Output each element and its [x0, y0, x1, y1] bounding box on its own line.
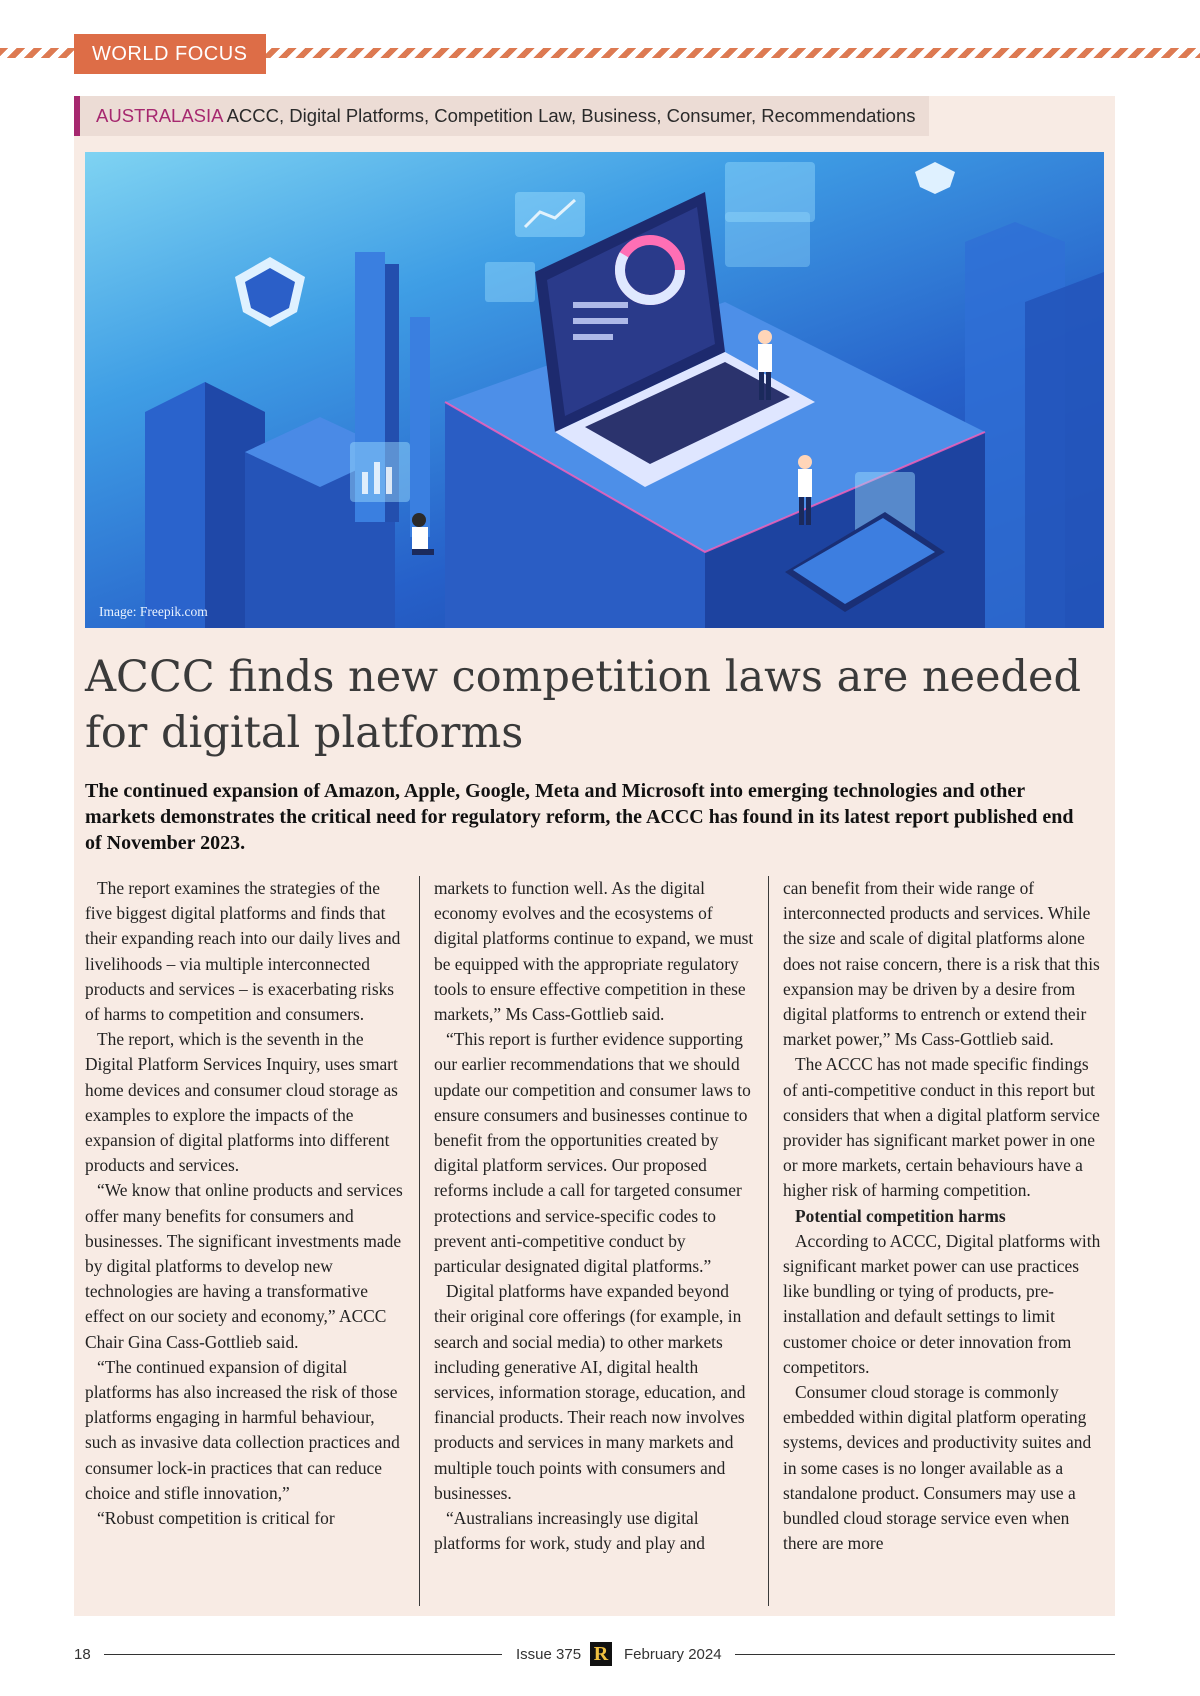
- paragraph: The ACCC has not made specific findings of anti-competitive conduct in this report but considers that when a digital platform service provider has significant market power in one or more markets, certain behaviours have a higher risk of harming competition.: [783, 1054, 1100, 1201]
- section-label: WORLD FOCUS: [74, 34, 266, 74]
- headline: [85, 649, 1095, 761]
- publication-logo: R: [590, 1642, 612, 1666]
- page-footer: [0, 1640, 1200, 1668]
- footer-rule: [104, 1654, 502, 1655]
- category-tags: ACCC, Digital Platforms, Competition Law, Business, Consumer, Recommendations: [226, 105, 916, 126]
- paragraph: “Robust competition is critical for: [97, 1508, 335, 1529]
- article-panel: [74, 96, 1115, 1616]
- image-credit: Image: Freepik.com: [99, 604, 208, 619]
- body-column-2: [434, 876, 754, 1556]
- region-label: AUSTRALASIA: [96, 105, 223, 126]
- issue-date: February 2024: [624, 1646, 722, 1663]
- issue-number: Issue 375: [516, 1646, 582, 1663]
- subheading: Potential competition harms: [795, 1205, 1006, 1226]
- paragraph: can benefit from their wide range of interconnected products and services. While the size and scale of digital platforms alone does not raise concern, there is a risk that this expansion may be driven by a desire from digital platforms to entrench or extend their market power,” Ms Cass-Gottlieb said.: [783, 878, 1100, 1050]
- paragraph: “The continued expansion of digital platforms has also increased the risk of those platforms engaging in harmful behaviour, such as invasive data collection practices and consumer lock-in practices that can reduce choice and stifle innovation,”: [85, 1356, 400, 1503]
- headline-line-1: ACCC finds new competition laws are needed: [85, 652, 1082, 702]
- hero-image: [85, 152, 1104, 628]
- headline-line-2: for digital platforms: [85, 708, 524, 758]
- footer-rule: [735, 1654, 1115, 1655]
- body-column-1: [85, 876, 405, 1531]
- paragraph: The report examines the strategies of the five biggest digital platforms and finds that their expanding reach into our daily lives and livelihoods – via multiple interconnected products and services – is exacerbating risks of harms to competition and consumers.: [85, 878, 401, 1025]
- paragraph: markets to function well. As the digital economy evolves and the ecosystems of digital platforms continue to expand, we must be equipped with the appropriate regulatory tools to ensure effective competition in these markets,” Ms Cass-Gottlieb said.: [434, 878, 754, 1025]
- paragraph: Digital platforms have expanded beyond their original core offerings (for example, in search and social media) to other markets including generative AI, digital health services, information storage, education, and financial products. Their reach now involves products and services in many markets and multiple touch points with consumers and businesses.: [434, 1281, 746, 1503]
- column-divider: [768, 876, 769, 1606]
- standfirst: The continued expansion of Amazon, Apple, Google, Meta and Microsoft into emerging technologies and other markets demonstrates the critical need for regulatory reform, the ACCC has found in its latest report published end of November 2023.: [85, 780, 1074, 854]
- paragraph: “This report is further evidence supporting our earlier recommendations that we should update our competition and consumer laws to ensure consumers and businesses continue to benefit from the opportunities created by digital platform services. Our proposed reforms include a call for targeted consumer protections and service-specific codes to prevent anti-competitive conduct by particular designated digital platforms.”: [434, 1029, 751, 1277]
- page-number: 18: [74, 1646, 91, 1663]
- category-bar: [74, 96, 929, 136]
- paragraph: “We know that online products and services offer many benefits for consumers and businesses. The significant investments made by digital platforms to develop new technologies are having a transformative effect on our society and economy,” ACCC Chair Gina Cass-Gottlieb said.: [85, 1180, 403, 1352]
- column-divider: [419, 876, 420, 1606]
- paragraph: Consumer cloud storage is commonly embedded within digital platform operating systems, devices and productivity suites and in some cases is no longer available as a standalone product. Consumers may use a bundled cloud storage service even when there are more: [783, 1382, 1092, 1554]
- body-column-3: [783, 876, 1103, 1556]
- isometric-city-illustration: [85, 152, 1104, 628]
- paragraph: “Australians increasingly use digital platforms for work, study and play and: [434, 1508, 705, 1554]
- paragraph: According to ACCC, Digital platforms with significant market power can use practices like bundling or tying of products, pre-installation and default settings to limit customer choice or deter innovation from competitors.: [783, 1230, 1101, 1377]
- paragraph: The report, which is the seventh in the Digital Platform Services Inquiry, uses smart home devices and consumer cloud storage as examples to explore the impacts of the expansion of digital platforms into different products and services.: [85, 1029, 398, 1176]
